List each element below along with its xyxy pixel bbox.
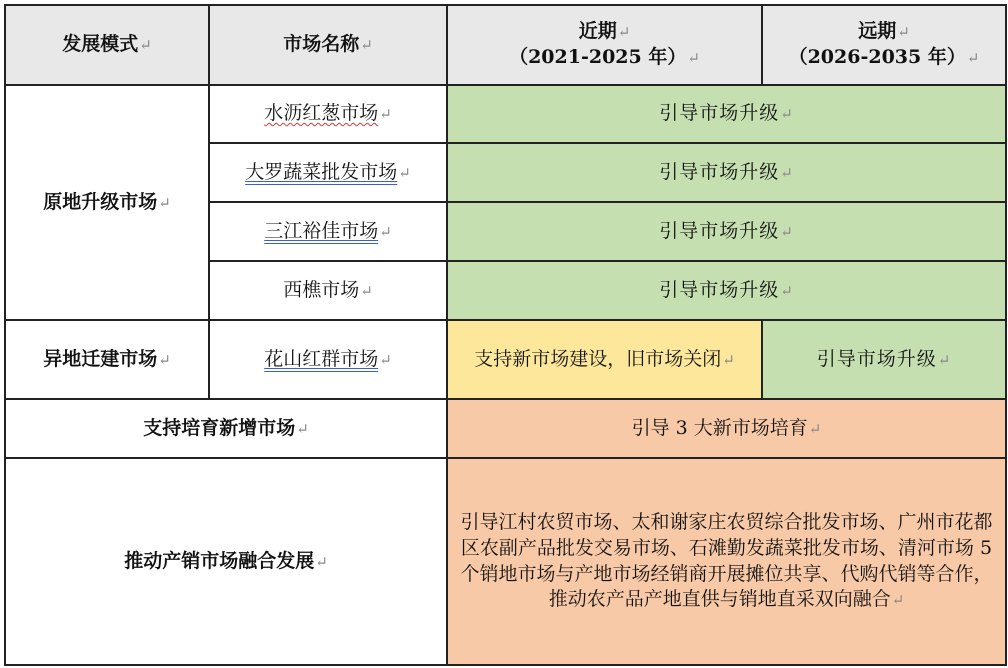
market-cell — [209, 143, 447, 202]
return-mark: ↵ — [897, 23, 910, 42]
return-mark: ↵ — [937, 350, 952, 369]
plan-cell — [447, 143, 1006, 202]
table-row — [5, 399, 1006, 458]
market-name: 大罗蔬菜批发市场 — [245, 160, 398, 183]
mode-text: 异地迁建市场 — [43, 347, 158, 370]
header-row — [5, 5, 1006, 85]
plan-text: 引导江村农贸市场、太和谢家庄农贸综合批发市场、广州市花都区农副产品批发交易市场、石滩勤发蔬菜批发市场、清河市场 5 个销地市场与产地市场经销商开展摊位共享、代购代销等合作，推动农产品产地直供与销地直采双向融合 — [460, 511, 993, 611]
mode-cell-upgrade — [5, 85, 209, 320]
return-mark: ↵ — [808, 419, 822, 438]
mode-text: 支持培育新增市场 — [143, 416, 296, 439]
return-mark: ↵ — [315, 552, 328, 571]
near-term-text: 支持新市场建设，旧市场关闭 — [474, 347, 722, 370]
header-mode-text: 发展模式 — [62, 33, 139, 56]
return-mark: ↵ — [379, 105, 392, 124]
header-far-term — [762, 5, 1006, 85]
plan-cell — [447, 261, 1006, 320]
header-far-title: 远期 — [858, 20, 897, 43]
near-term-cell — [447, 320, 762, 399]
header-near-title: 近期 — [578, 20, 617, 43]
mode-cell-relocate — [5, 320, 209, 399]
plan-text: 引导市场升级 — [659, 102, 780, 125]
header-far-period: （2026-2035 年） — [788, 46, 966, 68]
header-market-text: 市场名称 — [283, 33, 360, 56]
return-mark: ↵ — [722, 350, 735, 369]
market-cell — [209, 85, 447, 143]
table-row — [5, 320, 1006, 399]
return-mark: ↵ — [158, 193, 171, 212]
return-mark: ↵ — [780, 163, 794, 182]
plan-cell — [447, 458, 1006, 665]
plan-text: 引导市场升级 — [659, 219, 780, 242]
return-mark: ↵ — [780, 281, 794, 300]
market-name: 三江裕佳市场 — [264, 219, 379, 242]
header-mode — [5, 5, 209, 85]
mode-text: 推动产销市场融合发展 — [124, 549, 315, 572]
market-name: 水沥红葱市场 — [264, 102, 379, 125]
mode-cell-new — [5, 399, 447, 458]
return-mark: ↵ — [891, 591, 905, 610]
return-mark: ↵ — [139, 36, 152, 55]
return-mark: ↵ — [379, 350, 392, 369]
return-mark: ↵ — [687, 49, 700, 67]
return-mark: ↵ — [158, 350, 171, 369]
header-market — [209, 5, 447, 85]
return-mark: ↵ — [360, 36, 373, 55]
return-mark: ↵ — [360, 281, 373, 300]
plan-text: 引导市场升级 — [659, 160, 780, 183]
market-cell — [209, 261, 447, 320]
market-name: 花山红群市场 — [264, 347, 379, 370]
return-mark: ↵ — [296, 419, 309, 438]
plan-text: 引导市场升级 — [659, 278, 780, 301]
return-mark: ↵ — [379, 222, 392, 241]
plan-cell — [447, 85, 1006, 143]
plan-cell — [447, 202, 1006, 261]
table-row — [5, 85, 1006, 143]
mode-text: 原地升级市场 — [43, 190, 158, 213]
far-term-cell — [762, 320, 1006, 399]
header-near-term — [447, 5, 762, 85]
header-near-period: （2021-2025 年） — [509, 46, 687, 68]
market-development-table — [4, 4, 1007, 666]
table-row — [5, 458, 1006, 665]
far-term-text: 引导市场升级 — [816, 347, 937, 370]
return-mark: ↵ — [617, 23, 631, 42]
return-mark: ↵ — [780, 222, 794, 241]
market-cell — [209, 320, 447, 399]
market-name: 西樵市场 — [283, 278, 360, 301]
return-mark: ↵ — [398, 163, 411, 182]
return-mark: ↵ — [966, 49, 980, 67]
market-cell — [209, 202, 447, 261]
plan-cell — [447, 399, 1006, 458]
plan-text: 引导 3 大新市场培育 — [631, 416, 808, 439]
mode-cell-integration — [5, 458, 447, 665]
return-mark: ↵ — [780, 105, 794, 124]
